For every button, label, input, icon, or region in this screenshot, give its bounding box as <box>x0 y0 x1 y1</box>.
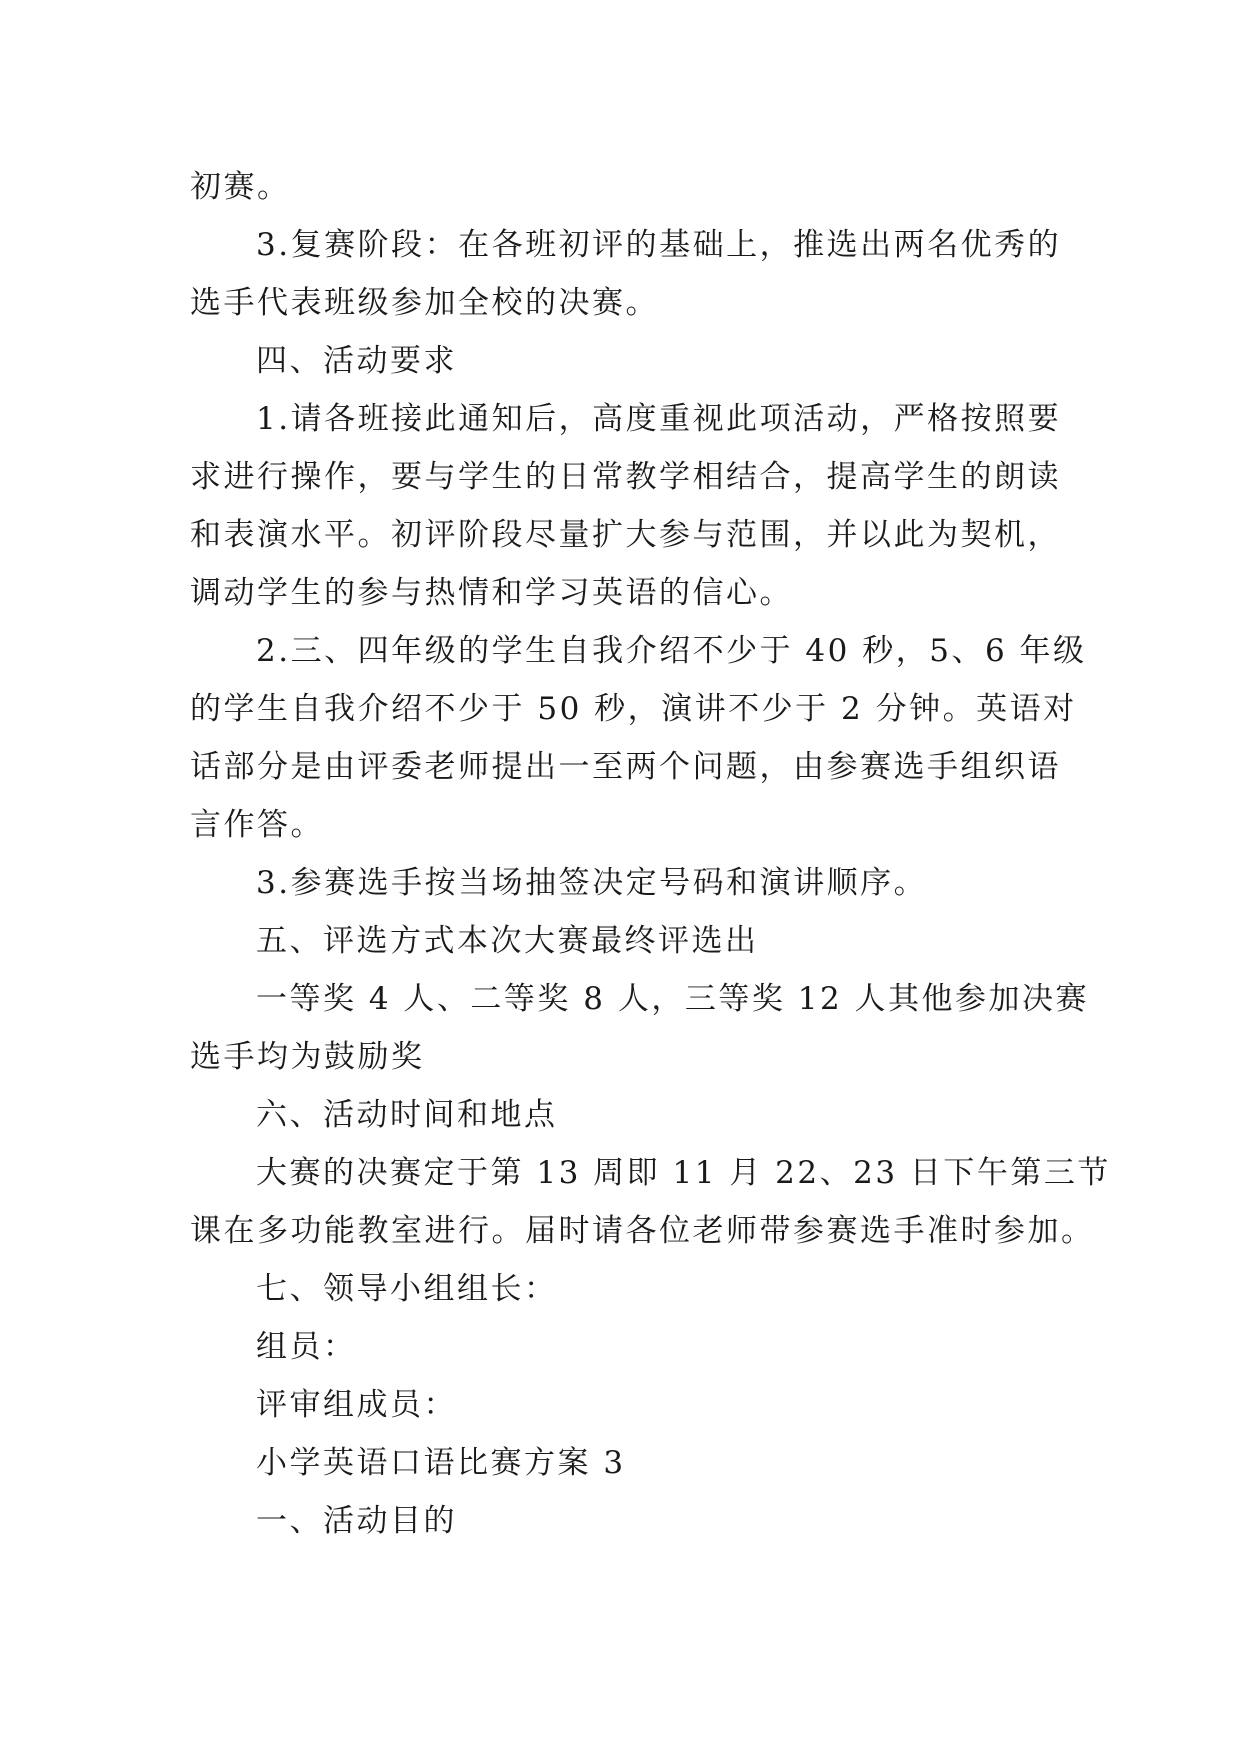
text-line: 组员： <box>256 1329 357 1365</box>
section-heading: 六、活动时间和地点 <box>256 1097 558 1133</box>
text-line: 3.参赛选手按当场抽签决定号码和演讲顺序。 <box>256 865 928 901</box>
section-heading: 一、活动目的 <box>256 1503 457 1539</box>
text-line: 2.三、四年级的学生自我介绍不少于 40 秒，5、6 年级 <box>256 633 1087 669</box>
section-heading: 七、领导小组组长： <box>256 1271 558 1307</box>
text-line: 初赛。 <box>190 169 291 205</box>
text-line: 大赛的决赛定于第 13 周即 11 月 22、23 日下午第三节 <box>256 1155 1111 1191</box>
text-line: 评审组成员： <box>256 1387 457 1423</box>
document-page <box>190 158 1111 1550</box>
text-line: 1.请各班接此通知后，高度重视此项活动，严格按照要 <box>256 401 1062 437</box>
text-line: 课在多功能教室进行。届时请各位老师带参赛选手准时参加。 <box>190 1213 1095 1249</box>
text-line: 言作答。 <box>190 807 324 843</box>
text-line: 一等奖 4 人、二等奖 8 人，三等奖 12 人其他参加决赛 <box>256 981 1090 1017</box>
text-line: 调动学生的参与热情和学习英语的信心。 <box>190 575 793 611</box>
text-line: 3.复赛阶段：在各班初评的基础上，推选出两名优秀的 <box>256 227 1062 263</box>
text-line: 的学生自我介绍不少于 50 秒，演讲不少于 2 分钟。英语对 <box>190 691 1077 727</box>
document-title: 小学英语口语比赛方案 3 <box>256 1445 626 1481</box>
text-line: 选手均为鼓励奖 <box>190 1039 425 1075</box>
text-line: 话部分是由评委老师提出一至两个问题，由参赛选手组织语 <box>190 749 1061 785</box>
text-line: 和表演水平。初评阶段尽量扩大参与范围，并以此为契机， <box>190 517 1061 553</box>
section-heading: 四、活动要求 <box>256 343 457 379</box>
text-line: 求进行操作，要与学生的日常教学相结合，提高学生的朗读 <box>190 459 1061 495</box>
text-line: 选手代表班级参加全校的决赛。 <box>190 285 659 321</box>
section-heading: 五、评选方式本次大赛最终评选出 <box>256 923 759 959</box>
